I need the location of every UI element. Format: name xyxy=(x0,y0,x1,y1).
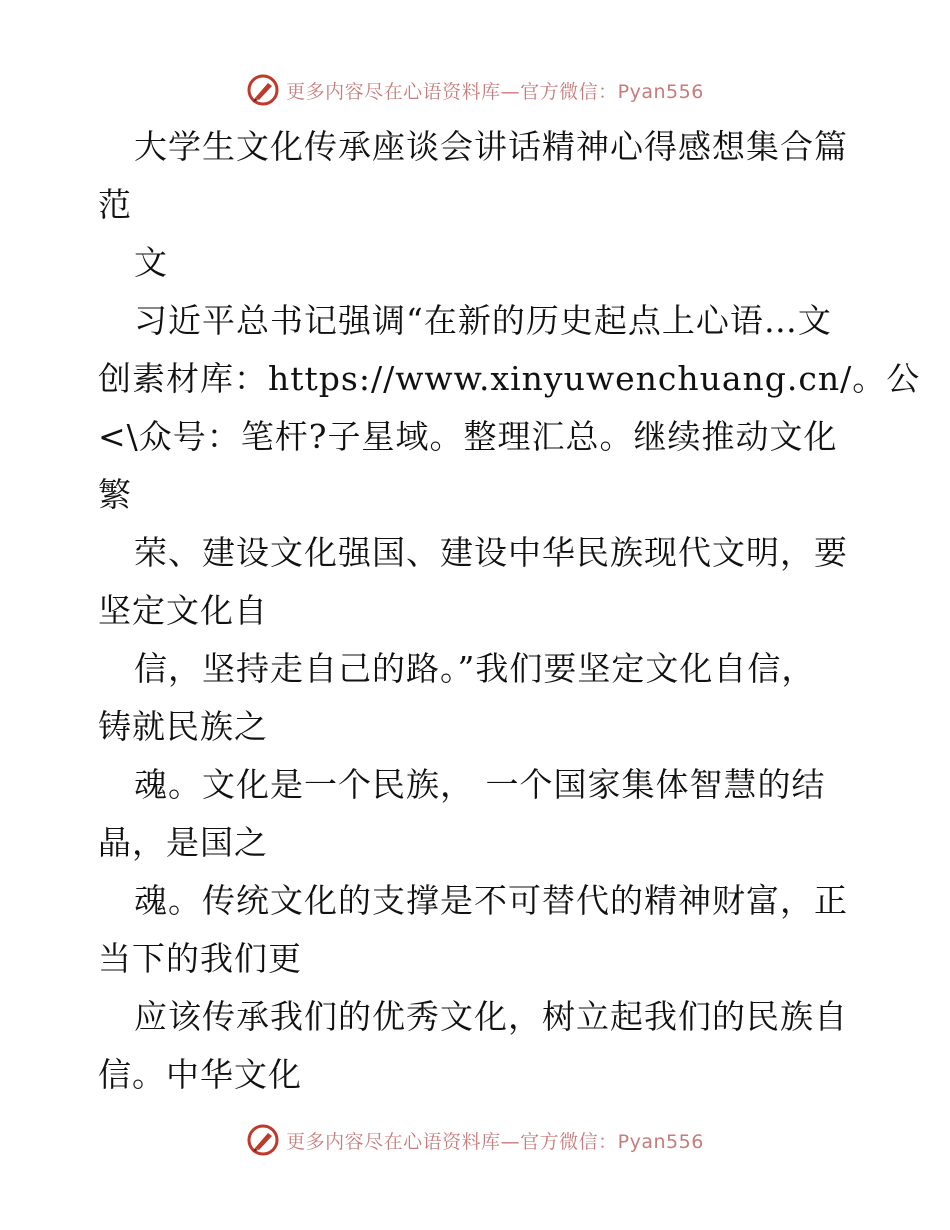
header-banner-text: 更多内容尽在心语资料库—官方微信：Pyan556 xyxy=(286,80,704,103)
body-line: <\众号：笔杆?子星域。整理汇总。继续推动文化 xyxy=(98,417,838,456)
body-line: 范 xyxy=(98,185,132,224)
body-line: 坚定文化自 xyxy=(98,591,268,630)
body-line: 文 xyxy=(134,243,168,282)
body-line: 信。中华文化 xyxy=(98,1055,302,1094)
body-line: 魂。传统文化的支撑是不可替代的精神财富，正 xyxy=(134,881,848,920)
pen-logo-icon xyxy=(246,1123,280,1157)
pen-logo-icon xyxy=(246,73,280,107)
body-line: 荣、建设文化强国、建设中华民族现代文明，要 xyxy=(134,533,848,572)
body-line: 魂。文化是一个民族， 一个国家集体智慧的结 xyxy=(134,765,826,804)
body-line: 信，坚持走自己的路。”我们要坚定文化自信， xyxy=(134,649,816,688)
body-line: 繁 xyxy=(98,475,132,514)
body-line: 习近平总书记强调“在新的历史起点上心语…文 xyxy=(134,301,832,340)
header-banner xyxy=(0,70,950,110)
body-line: 大学生文化传承座谈会讲话精神心得感想集合篇 xyxy=(134,127,848,166)
document-body xyxy=(98,118,921,1104)
body-line: 晶，是国之 xyxy=(98,823,268,862)
footer-banner xyxy=(0,1120,950,1160)
footer-banner-text: 更多内容尽在心语资料库—官方微信：Pyan556 xyxy=(286,1130,704,1153)
body-line: 应该传承我们的优秀文化，树立起我们的民族自 xyxy=(134,997,848,1036)
body-line: 铸就民族之 xyxy=(98,707,268,746)
body-line: 创素材库：https://www.xinyuwenchuang.cn/。公 xyxy=(98,359,921,398)
body-line: 当下的我们更 xyxy=(98,939,302,978)
